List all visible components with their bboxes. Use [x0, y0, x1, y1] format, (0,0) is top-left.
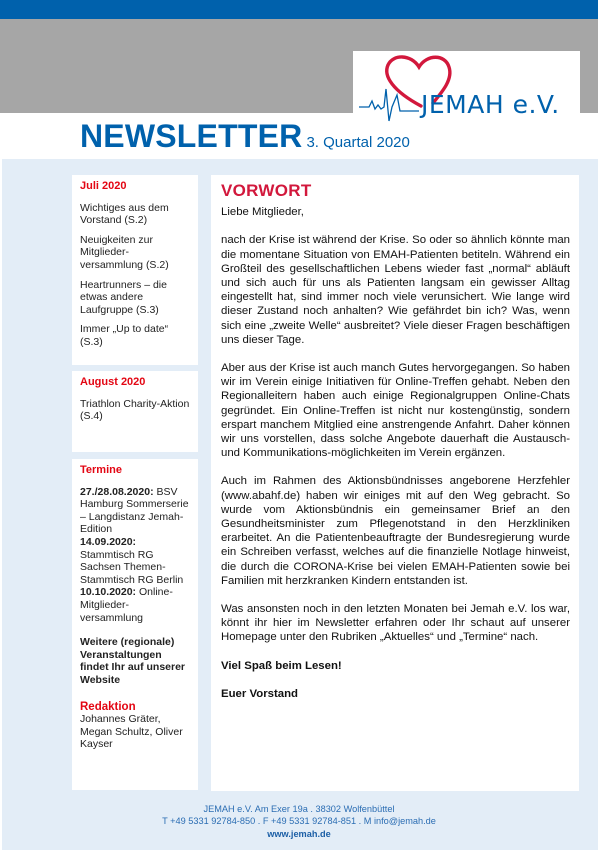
article-paragraph: Was ansonsten noch in den letzten Monaten bei Jemah e.V. los war, könnt ihr hier im Newsletter erfahren oder Ihr schaut auf unserer Homepage unter den Rubriken „Aktuelles“ und „Termine“ nach. — [221, 603, 570, 644]
event-item — [80, 536, 190, 586]
redaktion-names: Johannes Gräter, Megan Schultz, Oliver Kayser — [80, 713, 183, 751]
article-paragraph: Auch im Rahmen des Aktionsbündnisses angeborene Herzfehler (www.abahf.de) haben wir einiges mit auf den Weg gebracht. So wurde vom Aktionsbündnis ein gemeinsamer Brief an den Gesundheitsminister zum Pflegenotstand in den Herzkliniken erarbeitet. An die Patientenbeauftragte der Bundesregierung wurde ein Schreiben verfasst, welches auf die finanzielle Notlage hinweist, die durch die CORONA-Krise bei vielen EMAH-Patienten sowie bei Familien mit herzkranken Kindern entstanden ist. — [221, 475, 570, 587]
event-text: Online-Mitglieder-versammlung — [80, 586, 173, 624]
footer — [0, 803, 598, 840]
jemah-logo — [353, 51, 580, 122]
issue-subtitle: 3. Quartal 2020 — [306, 134, 410, 151]
event-text: Stammtisch RG Sachsen Themen-Stammtisch RG Berlin — [80, 548, 184, 586]
newsletter-title-row — [80, 118, 410, 155]
toc-item[interactable]: Triathlon Charity-Aktion (S.4) — [80, 397, 190, 423]
top-blue-bar — [0, 0, 598, 19]
footer-address: JEMAH e.V. Am Exer 19a . 38302 Wolfenbüttel — [203, 804, 395, 814]
toc-item[interactable]: Wichtiges aus dem Vorstand (S.2) — [80, 201, 169, 227]
event-date: 14.09.2020: — [80, 535, 137, 548]
article-paragraph: nach der Krise ist während der Krise. So oder so ähnlich könnte man die momentane Situation von EMAH-Patienten betiteln. Während ein Großteil des gesellschaftlichen Lebens wieder fast „normal“ abläuft und sich auch für uns als Patienten langsam ein gewisser Alltag eingestellt hat, sind immer noch viele verunsichert. Wie lange wird dieser Zustand noch anhalten? Wie gefährdet bin ich? Was, wenn sich eine „zweite Welle“ ausbreitet? Viele dieser Fragen beschäftigen uns dieser Tage. — [221, 234, 570, 346]
vorwort-article — [211, 175, 579, 791]
page-title: NEWSLETTER — [80, 118, 303, 154]
signature: Euer Vorstand — [221, 687, 299, 700]
termine-heading: Termine — [80, 464, 122, 476]
toc-item[interactable]: Heartrunners – die etwas andere Laufgruppe (S.3) — [80, 278, 167, 316]
closing-line: Viel Spaß beim Lesen! — [221, 659, 342, 672]
more-events-note: Weitere (regionale) Veranstaltungen findet Ihr auf unserer Website — [80, 636, 186, 686]
greeting: Liebe Mitglieder, — [221, 206, 304, 219]
toc-item[interactable]: Immer „Up to date“ (S.3) — [80, 323, 169, 348]
event-text: BSV Hamburg Sommerserie – Langdistanz Jemah-Edition — [80, 485, 189, 536]
event-item — [80, 586, 190, 624]
event-date: 10.10.2020: — [80, 586, 137, 599]
sidebar-box-july — [72, 175, 198, 365]
august-heading: August 2020 — [80, 376, 146, 388]
event-item — [80, 486, 190, 536]
footer-website-link[interactable]: www.jemah.de — [267, 828, 331, 839]
sidebar-box-termine — [72, 459, 198, 790]
redaktion-heading: Redaktion — [80, 700, 136, 713]
article-paragraph: Aber aus der Krise ist auch manch Gutes hervorgegangen. So haben wir im Verein einige Initiativen für Online-Treffen gehabt. Neben den Regionalleitern haben auch einige Regionalgruppen Online-Chats gegründet. Ein Online-Treffen ist nicht nur kostengünstig, sondern erspart manchem Mitglied eine anstrengende Anfahrt. Daher können wir uns vorstellen, dass solche Angebote dauerhaft die Austausch- und Kommunikations-möglichkeiten im Verein ergänzen. — [221, 362, 570, 460]
svg-text:JEMAH e.V.: JEMAH e.V. — [421, 90, 560, 119]
toc-item[interactable]: Neuigkeiten zur Mitglieder-versammlung (S.2) — [80, 233, 169, 271]
heart-ecg-icon — [353, 51, 580, 122]
footer-contact[interactable]: T +49 5331 92784-850 . F +49 5331 92784-851 . M info@jemah.de — [162, 816, 436, 827]
july-heading: Juli 2020 — [80, 180, 127, 192]
sidebar-box-august — [72, 371, 198, 452]
event-date: 27./28.08.2020: — [80, 485, 154, 498]
article-heading: VORWORT — [221, 181, 312, 200]
